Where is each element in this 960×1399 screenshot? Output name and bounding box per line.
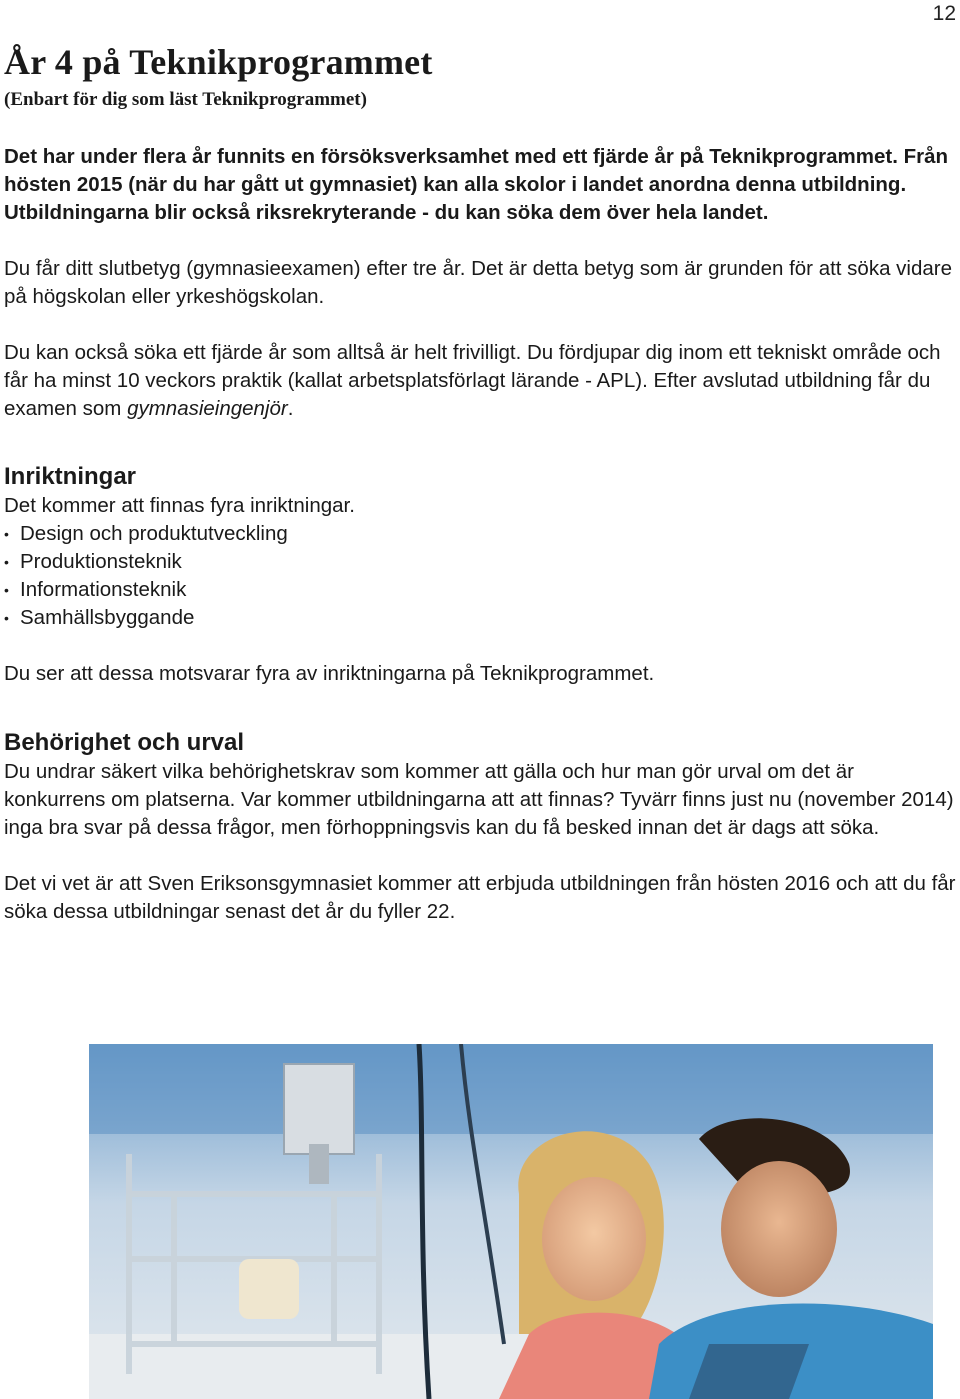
list-item-label: Informationsteknik [20,578,187,601]
list-item-label: Samhällsbyggande [20,606,195,629]
degree-term: gymnasieingenjör [127,397,288,420]
list-item [4,576,956,604]
list-item [4,548,956,576]
page-content [4,38,956,926]
inriktningar-closing: Du ser att dessa motsvarar fyra av inriktningarna på Teknikprogrammet. [4,662,655,685]
exam-paragraph: Du får ditt slutbetyg (gymnasieexamen) efter tre år. Det är detta betyg som är grunden för att söka vidare på högskolan eller yrkeshögskolan. [4,257,953,308]
list-item [4,604,956,632]
list-item-label: Design och produktutveckling [20,522,288,545]
bullet-icon: • [4,554,9,570]
bullet-icon: • [4,582,9,598]
section-heading-behorighet: Behörighet och urval [4,729,245,756]
page-subtitle: (Enbart för dig som läst Teknikprogrammet) [4,89,367,110]
school-paragraph: Det vi vet är att Sven Eriksonsgymnasiet kommer att erbjuda utbildningen från hösten 2016 och att du får söka dessa utbildningar senast det år du fyller 22. [4,872,956,923]
section-heading-inriktningar: Inriktningar [4,463,137,490]
fourth-year-text: Du kan också söka ett fjärde år som alltså är helt frivilligt. Du fördjupar dig inom ett tekniskt område och får ha minst 10 veckors praktik (kallat arbetsplatsförlagt lärande - APL). Efter avslutad utbildning får du examen som [4,341,941,420]
list-item-label: Produktionsteknik [20,550,182,573]
page-number: 12 [932,2,956,25]
behorighet-paragraph: Du undrar säkert vilka behörighetskrav som kommer att gälla och hur man gör urval om det är konkurrens om platserna. Var kommer utbildningarna att att finnas? Tyvärr finns just nu (november 2014) inga bra svar på dessa frågor, men förhoppningsvis kan du få besked innan det är dags att söka. [4,760,954,839]
intro-paragraph: Det har under flera år funnits en försöksverksamhet med ett fjärde år på Teknikprogrammet. Från hösten 2015 (när du har gått ut gymnasiet) kan alla skolor i landet anordna denna utbildning. Utbildningarna blir också riksrekryterande - du kan söka dem över hela landet. [4,145,949,224]
bullet-icon: • [4,610,9,626]
list-item [4,520,956,548]
fourth-year-end: . [287,397,294,420]
page-title: År 4 på Teknikprogrammet [4,42,433,82]
students-3d-printer-photo [89,1044,933,1399]
fourth-year-paragraph [4,339,956,423]
inriktningar-lead: Det kommer att finnas fyra inriktningar. [4,494,355,517]
inriktningar-list [4,520,956,632]
bullet-icon: • [4,526,9,542]
